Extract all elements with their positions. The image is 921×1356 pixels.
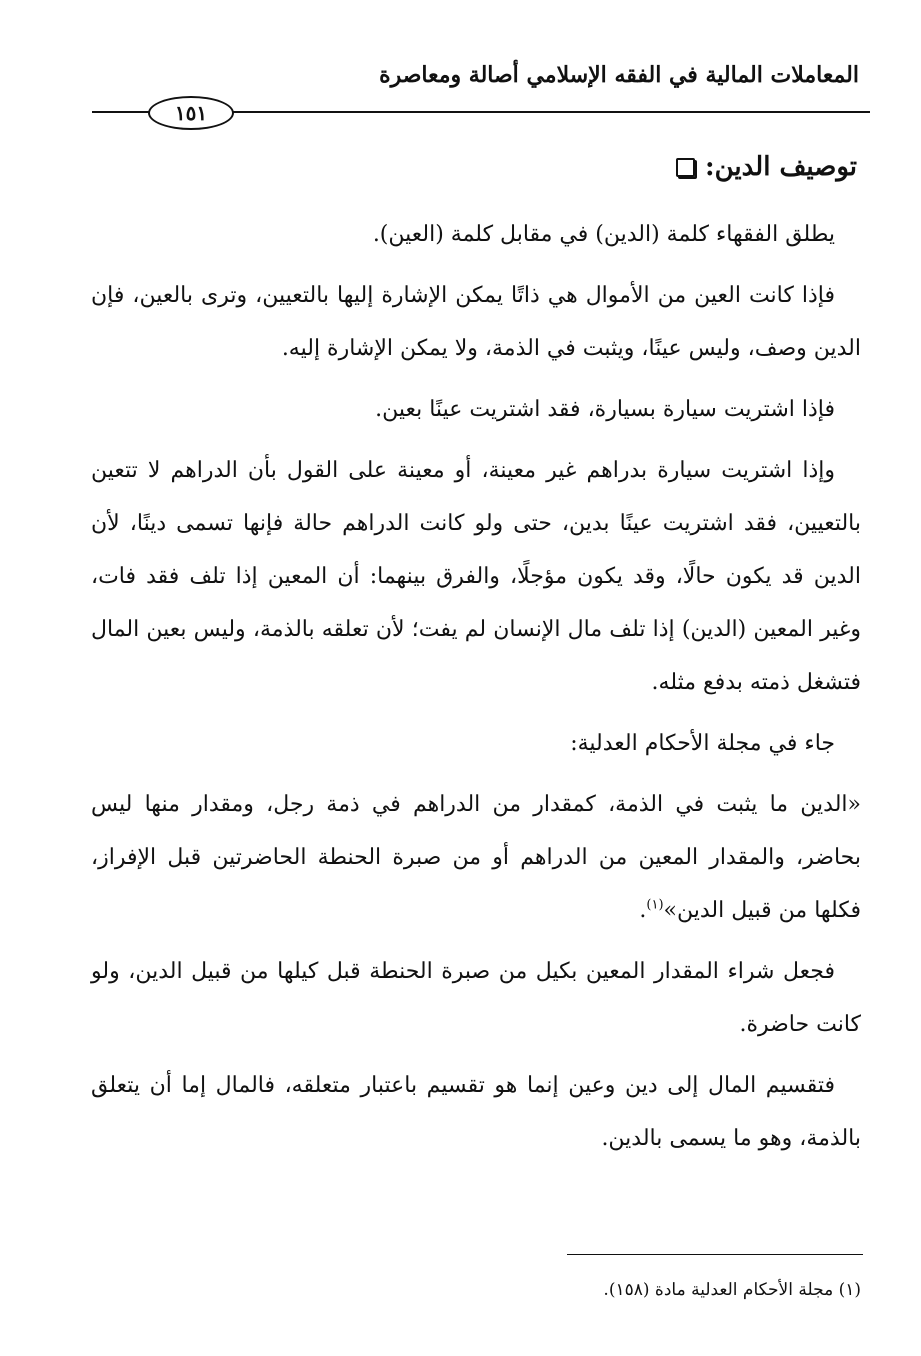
paragraph: فتقسيم المال إلى دين وعين إنما هو تقسيم باعتبار متعلقه، فالمال إما أن يتعلق بالذمة، وهو ما يسمى بالدين. — [91, 1073, 861, 1151]
page-number-badge: ١٥١ — [148, 96, 234, 130]
footnote-rule — [567, 1254, 863, 1255]
paragraph: فإذا كانت العين من الأموال هي ذاتًا يمكن الإشارة إليها بالتعيين، وترى بالعين، فإن الدين وصف، وليس عينًا، ويثبت في الذمة، ولا يمكن الإشارة إليه. — [91, 283, 861, 361]
quote-paragraph — [91, 778, 861, 937]
footnote-reference: (١) — [646, 897, 664, 913]
section-heading — [676, 152, 857, 182]
paragraph: فإذا اشتريت سيارة بسيارة، فقد اشتريت عينًا بعين. — [375, 397, 835, 422]
running-header-title: المعاملات المالية في الفقه الإسلامي أصالة ومعاصرة — [379, 62, 859, 88]
checkbox-icon — [676, 158, 695, 177]
footnote: (١) مجلة الأحكام العدلية مادة (١٥٨). — [603, 1280, 861, 1300]
paragraph: وإذا اشتريت سيارة بدراهم غير معينة، أو معينة على القول بأن الدراهم لا تتعين بالتعيين، فقد اشتريت عينًا بدين، حتى ولو كانت الدراهم حالة فإنها تسمى دينًا، لأن الدين قد يكون حالًا، وقد يكون مؤجلًا، والفرق بينهما: أن المعين إذا تلف فقد فات، وغير المعين (الدين) إذا تلف مال الإنسان لم يفت؛ لأن تعلقه بالذمة، وليس بعين المال فتشغل ذمته بدفع مثله. — [91, 458, 861, 695]
section-heading-text: توصيف الدين: — [705, 152, 857, 182]
paragraph: يطلق الفقهاء كلمة (الدين) في مقابل كلمة (العين). — [372, 222, 835, 247]
paragraph: فجعل شراء المقدار المعين بكيل من صبرة الحنطة قبل كيلها من قبيل الدين، ولو كانت حاضرة. — [91, 959, 861, 1037]
quote-end: . — [639, 898, 647, 923]
paragraph: جاء في مجلة الأحكام العدلية: — [570, 731, 835, 756]
body-text — [91, 208, 861, 1173]
quote-text: «الدين ما يثبت في الذمة، كمقدار من الدراهم في ذمة رجل، ومقدار منها ليس بحاضر، والمقدار المعين من الدراهم أو من صبرة الحنطة الحاضرتين قبل الإفراز، فكلها من قبيل الدين» — [91, 792, 861, 923]
